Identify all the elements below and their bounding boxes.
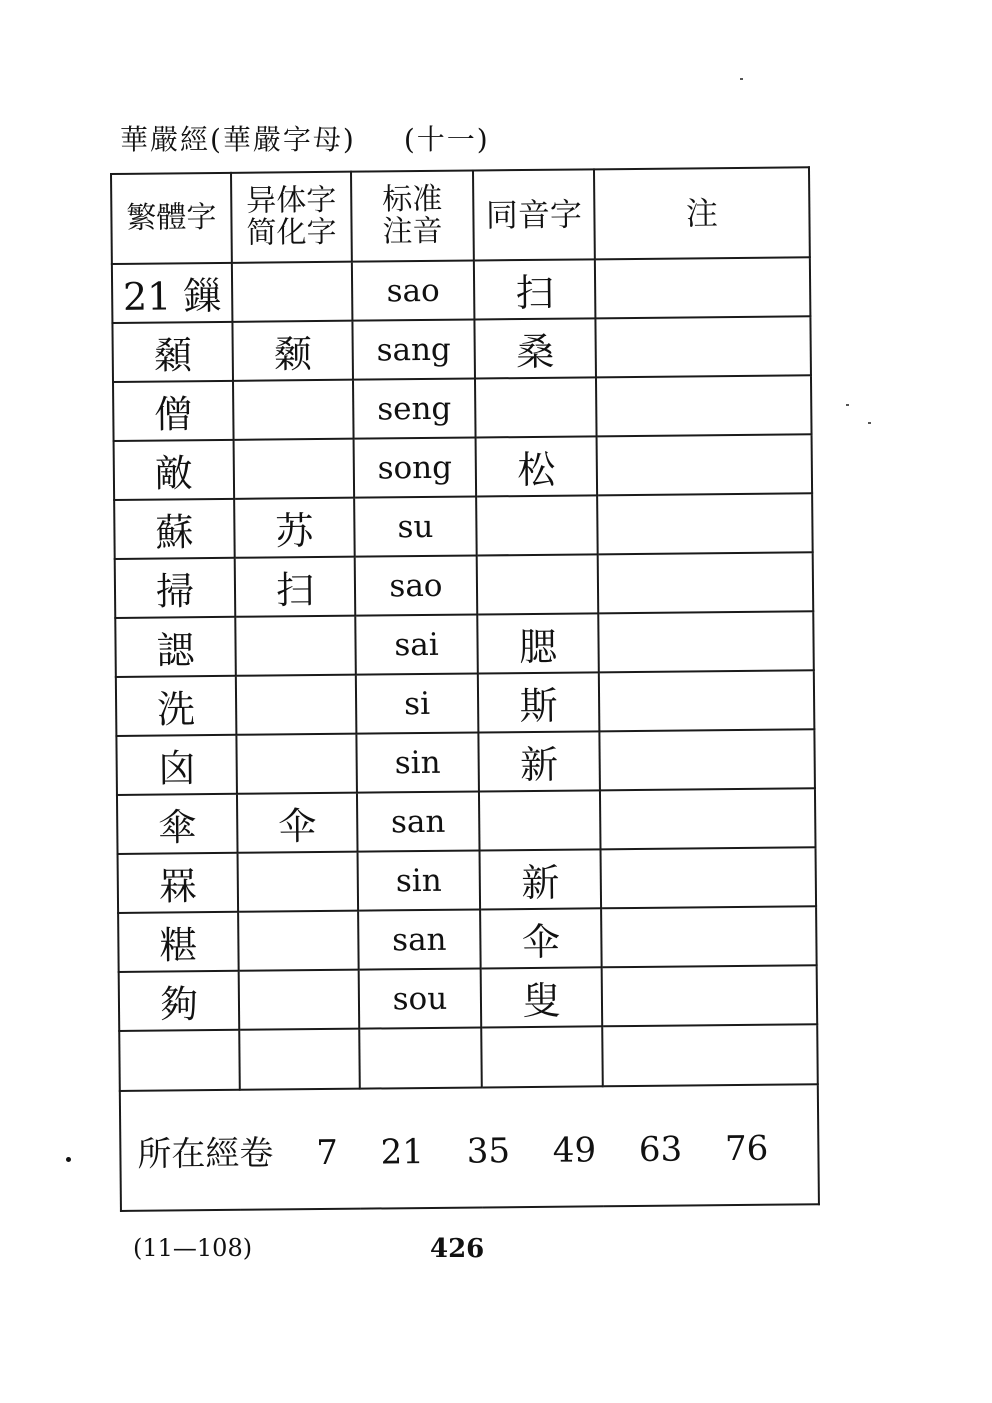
cell-homophone	[476, 495, 598, 555]
cell-variant	[239, 970, 360, 1030]
scan-dot	[66, 1157, 71, 1162]
cell-variant	[238, 911, 359, 971]
header-row	[111, 167, 810, 264]
cell-pinyin: sai	[355, 614, 478, 674]
cell-homophone: 腮	[477, 613, 599, 673]
table-row	[112, 257, 811, 323]
cell-note	[595, 316, 811, 377]
cell-traditional: 傘	[117, 794, 238, 854]
footer-code: (11—108)	[133, 1234, 253, 1262]
cell-variant	[238, 852, 359, 912]
cell-pinyin: san	[358, 909, 481, 969]
header-homophone: 同音字	[473, 169, 595, 260]
cell-traditional: 糂	[118, 912, 239, 972]
cell-homophone	[481, 1026, 603, 1087]
section-number: (十一)	[403, 123, 490, 156]
cell-traditional	[119, 1030, 240, 1091]
cell-traditional: 掃	[115, 558, 236, 618]
volumes-cell	[120, 1084, 819, 1211]
cell-homophone: 扫	[474, 259, 596, 319]
table-row	[114, 493, 813, 559]
title-text: 華嚴經(華嚴字母)	[120, 123, 356, 156]
cell-traditional: 敵	[114, 440, 235, 500]
cell-variant	[236, 734, 357, 794]
cell-variant: 苏	[234, 498, 355, 558]
cell-traditional: 囟	[116, 735, 237, 795]
table-row	[115, 611, 814, 677]
header-pinyin	[351, 171, 474, 262]
cell-traditional: 夠	[119, 971, 240, 1031]
cell-traditional: 僧	[113, 381, 234, 441]
cell-note	[597, 493, 813, 554]
cell-variant	[239, 1029, 360, 1090]
cell-pinyin: sang	[352, 320, 475, 380]
volume-number: 7	[316, 1132, 339, 1173]
cell-variant	[234, 439, 355, 499]
volume-number: 76	[724, 1128, 769, 1169]
table-row	[116, 729, 815, 795]
cell-note	[595, 257, 811, 318]
cell-pinyin: sin	[356, 732, 479, 792]
table-row	[118, 906, 817, 972]
cell-note	[599, 729, 815, 790]
cell-note	[597, 434, 813, 495]
header-pinyin-line1: 标准	[382, 181, 443, 218]
volumes-label: 所在經卷	[137, 1132, 274, 1175]
cell-variant	[233, 380, 354, 440]
cell-note	[599, 670, 815, 731]
cell-pinyin: sou	[359, 968, 482, 1028]
cell-variant	[232, 262, 353, 322]
cell-homophone	[479, 790, 601, 850]
cell-note	[598, 611, 814, 672]
cell-traditional: 諰	[115, 617, 236, 677]
table-row	[115, 552, 814, 618]
scan-speck	[740, 78, 743, 80]
page-title	[120, 118, 490, 158]
table-row	[112, 316, 811, 382]
header-note: 注	[594, 167, 810, 259]
cell-note	[598, 552, 814, 613]
header-variant	[231, 172, 352, 263]
page-number: 426	[430, 1234, 485, 1264]
cell-variant	[236, 675, 357, 735]
scan-speck	[846, 404, 849, 406]
volume-number: 21	[380, 1131, 425, 1172]
cell-homophone: 桑	[474, 318, 596, 378]
cell-pinyin: san	[357, 791, 480, 851]
header-pinyin-line2: 注音	[382, 213, 443, 250]
cell-pinyin: seng	[353, 379, 476, 439]
cell-pinyin: su	[354, 497, 477, 557]
cell-homophone	[475, 377, 597, 437]
scan-speck	[868, 422, 871, 424]
volume-number: 63	[638, 1129, 683, 1170]
cell-homophone	[477, 554, 599, 614]
cell-homophone: 新	[478, 731, 600, 791]
cell-traditional: 蘇	[114, 499, 235, 559]
cell-variant	[235, 616, 356, 676]
header-variant-line1: 异体字	[246, 182, 337, 219]
cell-variant: 颡	[232, 321, 353, 381]
table-row	[116, 670, 815, 736]
table-row	[117, 788, 816, 854]
cell-note	[596, 375, 812, 436]
cell-note	[600, 788, 816, 849]
cell-pinyin	[359, 1027, 482, 1088]
table-row	[113, 375, 812, 441]
cell-note	[602, 965, 818, 1026]
cell-pinyin: si	[356, 673, 479, 733]
header-variant-line2: 简化字	[246, 214, 337, 251]
cell-note	[601, 847, 817, 908]
cell-homophone: 叟	[481, 967, 603, 1027]
volume-number: 35	[466, 1130, 511, 1172]
cell-pinyin: sao	[355, 555, 478, 615]
header-traditional: 繁體字	[111, 173, 232, 264]
table-row	[118, 847, 817, 913]
cell-traditional: 顙	[112, 322, 233, 382]
cell-pinyin: sao	[352, 261, 475, 321]
cell-traditional: 21 鏁	[112, 263, 233, 323]
cell-note	[602, 1024, 818, 1086]
table-row	[119, 965, 818, 1031]
cell-variant: 伞	[237, 793, 358, 853]
cell-traditional: 洗	[116, 676, 237, 736]
table-row	[114, 434, 813, 500]
volumes-row	[120, 1084, 819, 1211]
character-table	[110, 166, 820, 1212]
cell-homophone: 伞	[480, 908, 602, 968]
cell-variant: 扫	[235, 557, 356, 617]
cell-homophone: 松	[476, 436, 598, 496]
table-row-empty	[119, 1024, 818, 1091]
cell-pinyin: song	[354, 438, 477, 498]
cell-pinyin: sin	[358, 850, 481, 910]
cell-note	[601, 906, 817, 967]
cell-homophone: 斯	[478, 672, 600, 732]
cell-homophone: 新	[480, 849, 602, 909]
cell-traditional: 罧	[118, 853, 239, 913]
volume-number: 49	[552, 1129, 597, 1171]
